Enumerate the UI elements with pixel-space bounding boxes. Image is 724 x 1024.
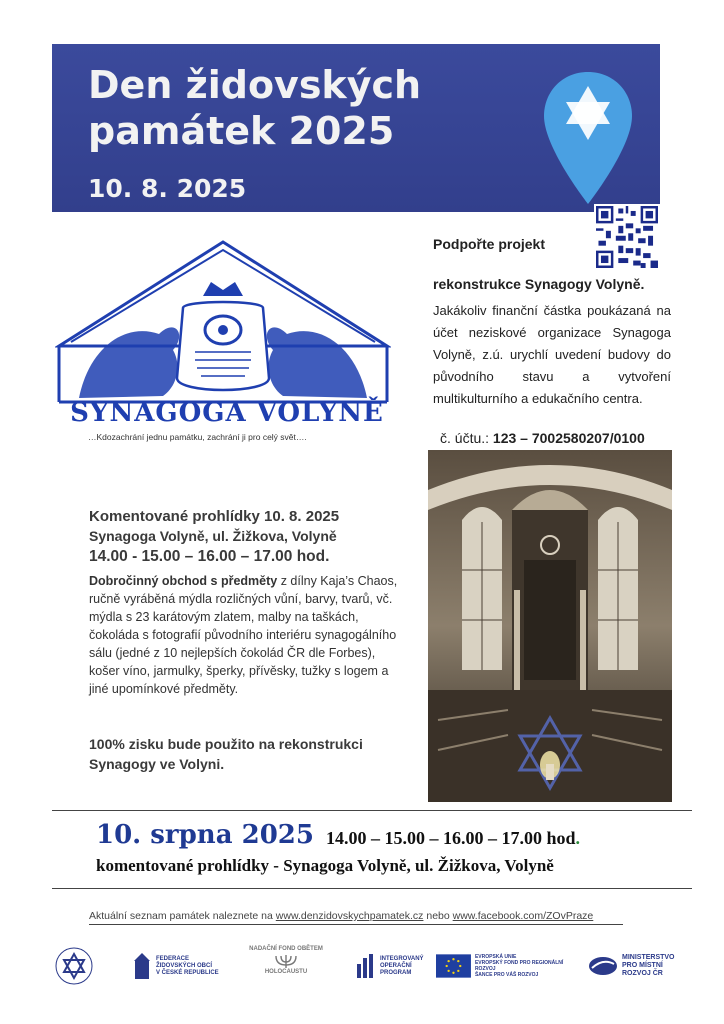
- sponsor-iop-logo: [356, 946, 436, 986]
- sponsor-mmr-logo: [588, 946, 688, 986]
- logo-motto: …Kdozachrání jednu památku, zachrání ji pro celý svět….: [88, 432, 307, 442]
- support-subtitle: rekonstrukce Synagogy Volyně.: [433, 276, 645, 292]
- logo-text: SYNAGOGA VOLYNĚ: [70, 398, 384, 428]
- building-icon: [132, 951, 152, 981]
- footer-note: [89, 910, 593, 922]
- tours-times: 14.00 - 15.00 – 16.00 – 17.00 hod.: [89, 548, 330, 565]
- qr-code-icon[interactable]: [594, 204, 660, 270]
- synagogue-interior-photo: [428, 450, 672, 802]
- sponsor-nfoh-line2: HOLOCAUSTU: [264, 969, 308, 975]
- bottom-times-text: 14.00 – 15.00 – 16.00 – 17.00 hod: [326, 828, 576, 848]
- sponsor-mmr-line2: PRO MÍSTNÍ: [622, 962, 663, 969]
- sponsor-nfoh-logo: [236, 946, 336, 986]
- tours-place: Synagoga Volyně, ul. Žižkova, Volyně: [89, 528, 337, 544]
- sponsor-eu-logo: [436, 946, 582, 986]
- sponsor-eu-line3: ŠANCE PRO VÁŠ ROZVOJ: [474, 972, 539, 978]
- tours-title: Komentované prohlídky 10. 8. 2025: [89, 508, 340, 525]
- sponsor-iop-line1: INTEGROVANÝ: [380, 955, 424, 962]
- support-body: Jakákoliv finanční částka poukázaná na účet neziskové organizace Synagoga Volyně, z.ú. urychlí uvedení budovy do původního stavu a vytvoření multikulturního a edukačního centra.: [433, 303, 671, 406]
- divider-top: [52, 810, 692, 811]
- sponsor-eu-line1: EVROPSKÁ UNIE: [474, 954, 517, 960]
- eu-flag-icon: [436, 954, 471, 978]
- banner-date: 10. 8. 2025: [88, 174, 247, 203]
- support-title: Podpořte projekt: [433, 236, 546, 252]
- menorah-icon: [271, 953, 301, 969]
- header-banner: [52, 44, 660, 212]
- bars-icon: [356, 954, 376, 978]
- profit-statement: 100% zisku bude použito na rekonstrukci Synagogy ve Volyni.: [89, 736, 363, 772]
- charity-shop-text: [89, 572, 399, 698]
- bottom-date: 10. srpna 2025: [96, 820, 314, 850]
- charity-shop-body: z dílny Kaja’s Chaos, ručně vyráběná mýdla rozličných vůní, barvy, tvarů, vč. mýdla s 23 karátovým zlatem, malby na taškách, čokoláda s fotografií původního interiéru synagogálního sálu (jedné z 10 nejlepších čokolád ČR dle Forbes), košer víno, jarmulky, šperky, přívěsky, tužky s logem a jiné upomínkové předměty.: [89, 574, 398, 696]
- sponsor-iop-line2: OPERAČNÍ: [380, 962, 412, 969]
- footer-note-prefix: Aktuální seznam památek naleznete na: [89, 910, 276, 922]
- sponsor-iop-line3: PROGRAM: [380, 969, 412, 976]
- bottom-tour-line: komentované prohlídky - Synagoga Volyně, ul. Žižkova, Volyně: [96, 856, 554, 875]
- sponsor-eu-line2: EVROPSKÝ FOND PRO REGIONÁLNÍ ROZVOJ: [474, 960, 564, 972]
- sponsor-fzo-line3: V ČESKÉ REPUBLICE: [156, 969, 219, 976]
- sponsor-fzo-logo: [132, 946, 222, 986]
- sponsor-mmr-line1: MINISTERSTVO: [622, 954, 675, 961]
- divider-bottom: [52, 888, 692, 889]
- link-denzidovskychpamatek[interactable]: www.denzidovskychpamatek.cz: [275, 910, 424, 922]
- banner-title-line1: Den židovských: [88, 63, 422, 107]
- sponsor-fzo-line1: FEDERACE: [156, 955, 190, 962]
- account-label: č. účtu.:: [440, 430, 493, 446]
- sponsor-nfoh-line1: NADAČNÍ FOND OBĚTEM: [249, 946, 323, 952]
- footer-note-middle: nebo: [423, 910, 453, 922]
- sponsor-fzo-line2: ŽIDOVSKÝCH OBCÍ: [156, 962, 213, 969]
- sponsor-zop-logo: [52, 946, 106, 986]
- banner-title: [88, 62, 508, 154]
- footer-underline: [89, 924, 623, 925]
- ministry-emblem-icon: [588, 956, 618, 976]
- sponsor-mmr-line3: ROZVOJ ČR: [622, 970, 663, 977]
- account-line: [440, 430, 645, 446]
- bottom-times: 14.00 – 15.00 – 16.00 – 17.00 hod.: [326, 828, 581, 848]
- account-number: 123 – 7002580207/0100: [492, 430, 645, 446]
- banner-title-line2: památek 2025: [88, 109, 395, 153]
- star-of-david-icon: [52, 946, 96, 986]
- charity-shop-heading: Dobročinný obchod s předměty: [89, 574, 278, 588]
- link-facebook[interactable]: www.facebook.com/ZOvPraze: [452, 910, 594, 922]
- star-of-david-pin-icon: [540, 68, 636, 208]
